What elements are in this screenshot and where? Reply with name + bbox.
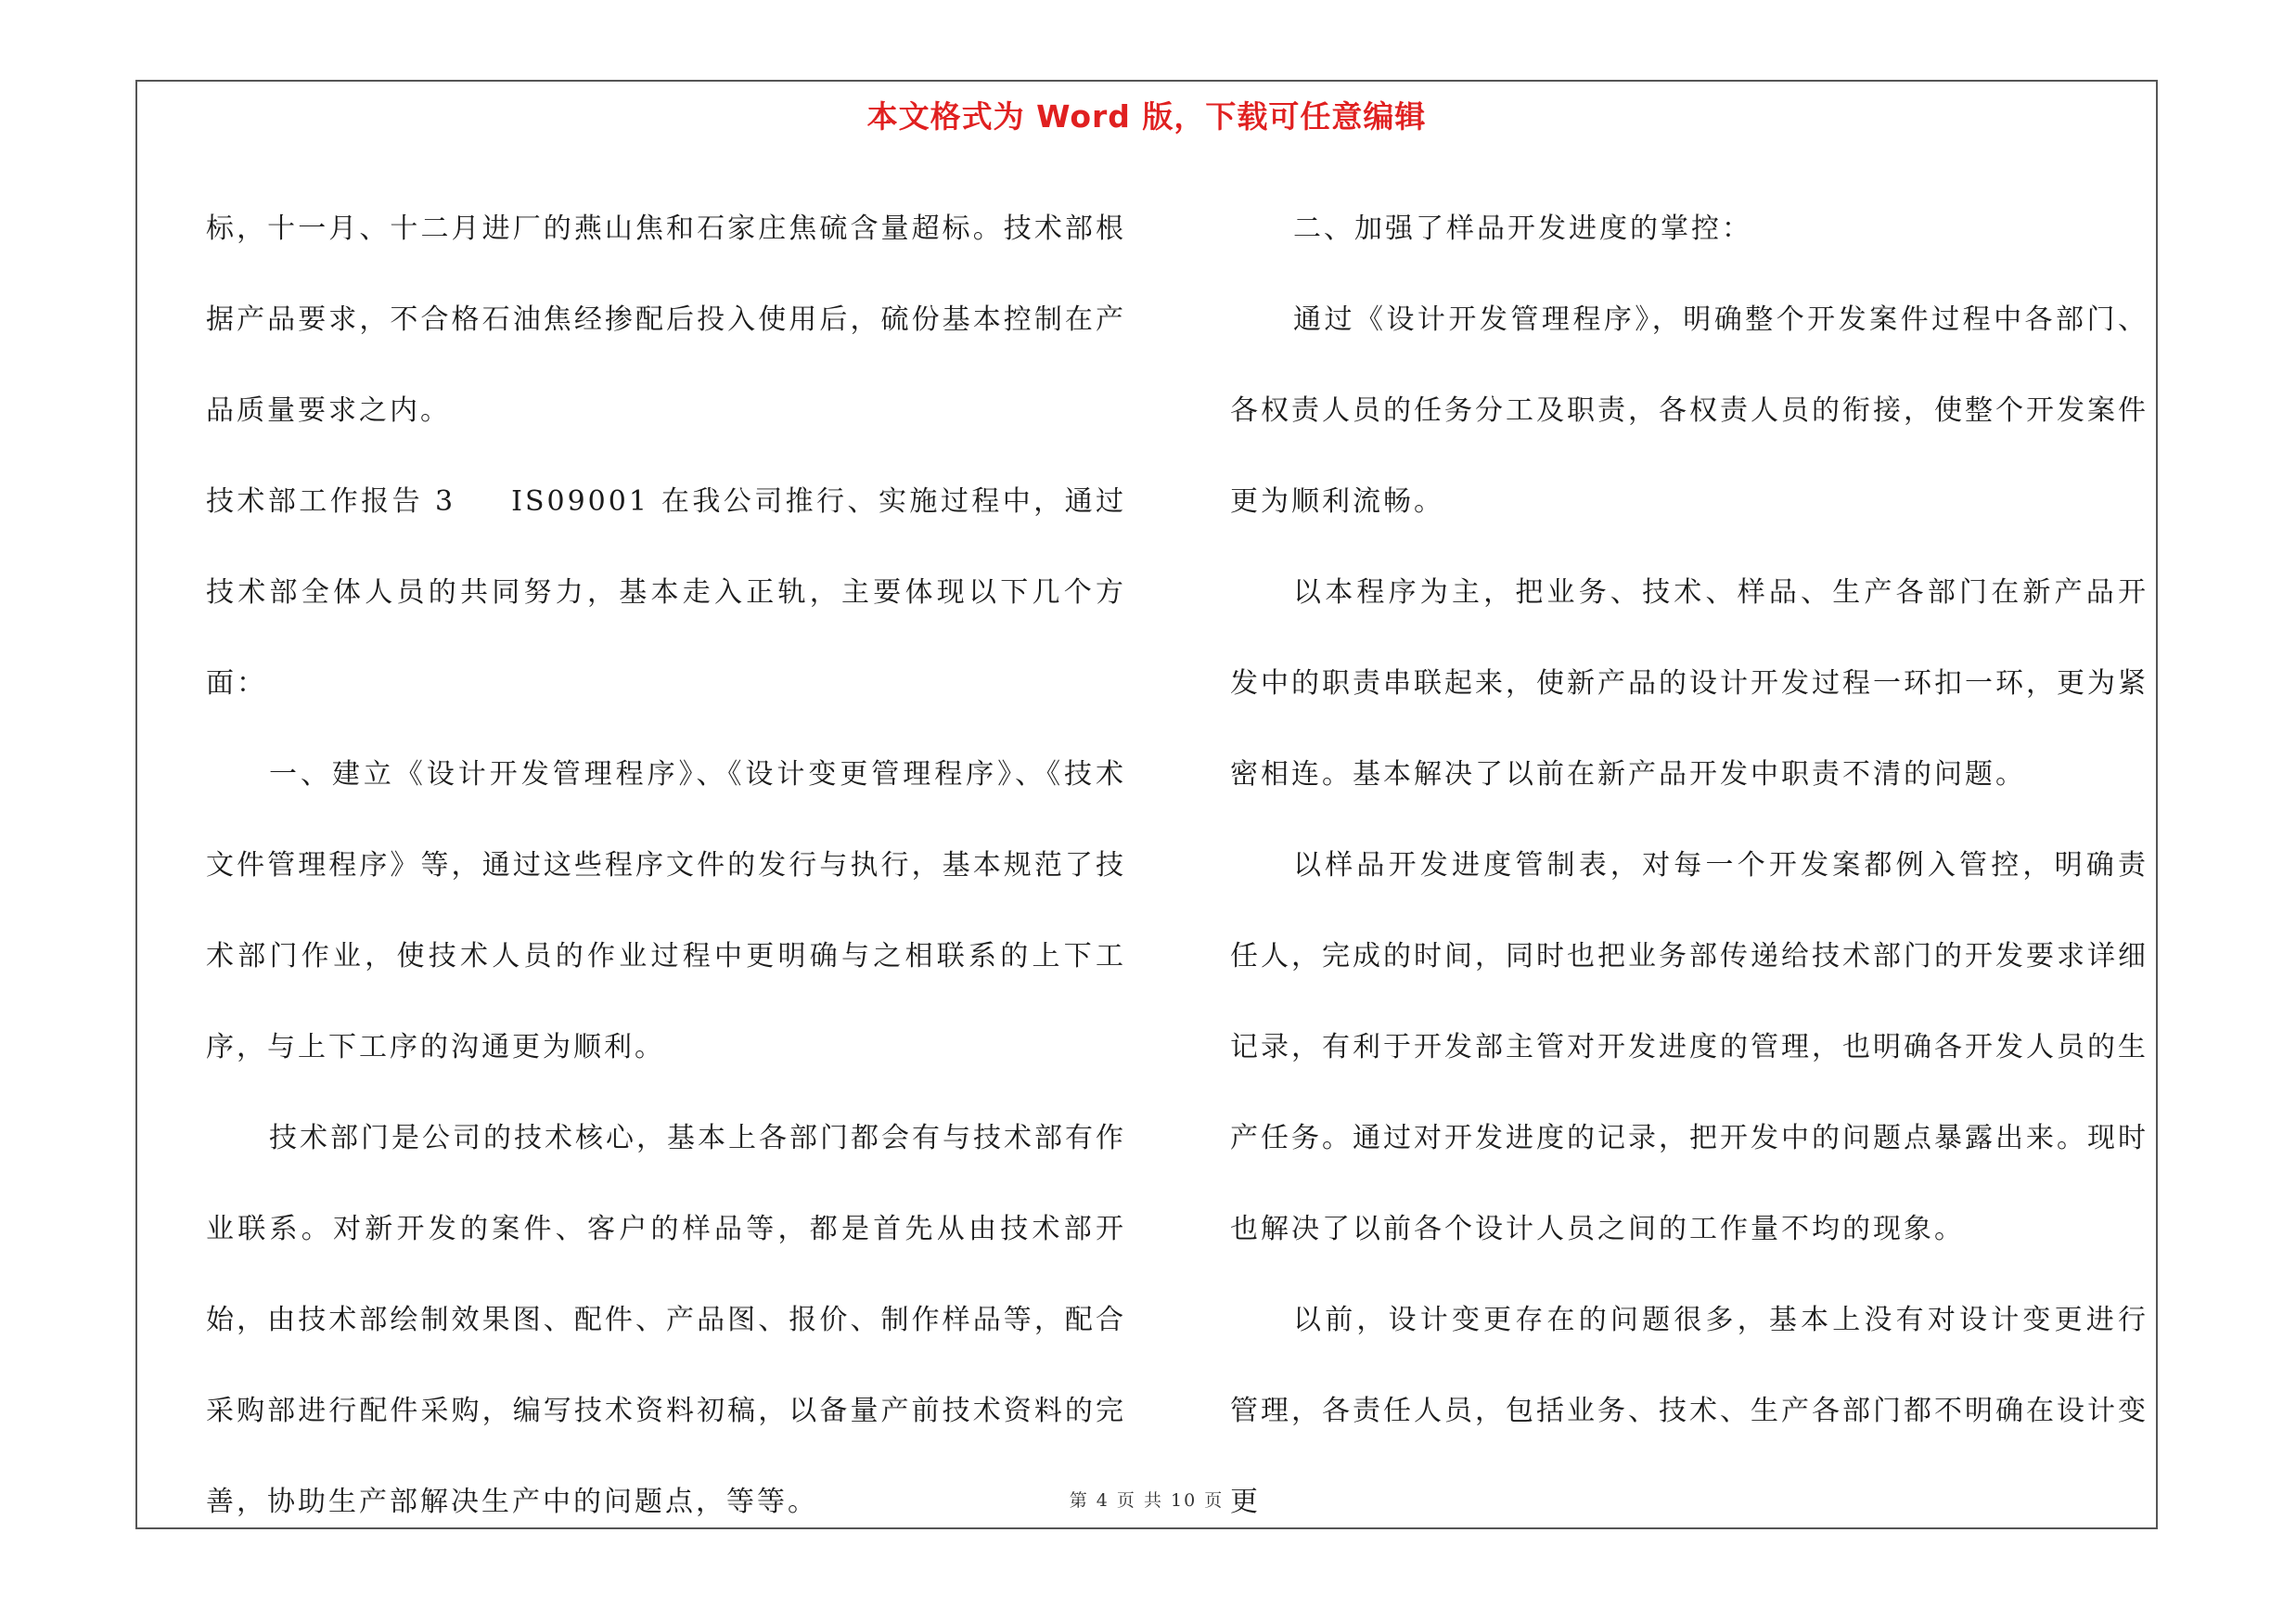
paragraph: 技术部门是公司的技术核心，基本上各部门都会有与技术部有作业联系。对新开发的案件、客户的样品等，都是首先从由技术部开始，由技术部绘制效果图、配件、产品图、报价、制作样品等，配合采购部进行配件采购，编写技术资料初稿，以备量产前技术资料的完善，协助生产部解决生产中的问题点，等等。: [206, 1122, 1126, 1518]
paragraph-heading: 二、加强了样品开发进度的掌控：: [1293, 213, 1752, 245]
left-column: [206, 184, 1126, 1548]
right-column: [1230, 184, 2148, 1548]
paragraph: 以样品开发进度管制表，对每一个开发案都例入管控，明确责任人，完成的时间，同时也把业务部传递给技术部门的开发要求详细记录，有利于开发部主管对开发进度的管理，也明确各开发人员的生产任务。通过对开发进度的记录，把开发中的问题点暴露出来。现时也解决了以前各个设计人员之间的工作量不均的现象。: [1230, 849, 2148, 1245]
document-header-banner: 本文格式为 Word 版，下载可任意编辑: [866, 98, 1427, 135]
paragraph: 通过《设计开发管理程序》，明确整个开发案件过程中各部门、各权责人员的任务分工及职责，各权责人员的衔接，使整个开发案件更为顺利流畅。: [1230, 303, 2148, 518]
page-number-footer: 第 4 页 共 10 页: [1069, 1490, 1225, 1511]
page-frame: [135, 80, 2158, 1529]
paragraph: 以前，设计变更存在的问题很多，基本上没有对设计变更进行管理，各责任人员，包括业务、技术、生产各部门都不明确在设计变更: [1230, 1304, 2148, 1518]
paragraph: 一、建立《设计开发管理程序》、《设计变更管理程序》、《技术文件管理程序》等，通过这些程序文件的发行与执行，基本规范了技术部门作业，使技术人员的作业过程中更明确与之相联系的上下工序，与上下工序的沟通更为顺利。: [206, 758, 1126, 1063]
report-section: [206, 457, 1126, 729]
section-body: IS09001 在我公司推行、实施过程中，通过技术部全体人员的共同努力，基本走入正轨，主要体现以下几个方面：: [206, 485, 1126, 700]
paragraph: 标，十一月、十二月进厂的燕山焦和石家庄焦硫含量超标。技术部根据产品要求，不合格石油焦经掺配后投入使用后，硫份基本控制在产品质量要求之内。: [206, 213, 1126, 427]
section-title: 技术部工作报告 3: [206, 485, 456, 518]
paragraph: 以本程序为主，把业务、技术、样品、生产各部门在新产品开发中的职责串联起来，使新产品的设计开发过程一环扣一环，更为紧密相连。基本解决了以前在新产品开发中职责不清的问题。: [1230, 576, 2148, 791]
